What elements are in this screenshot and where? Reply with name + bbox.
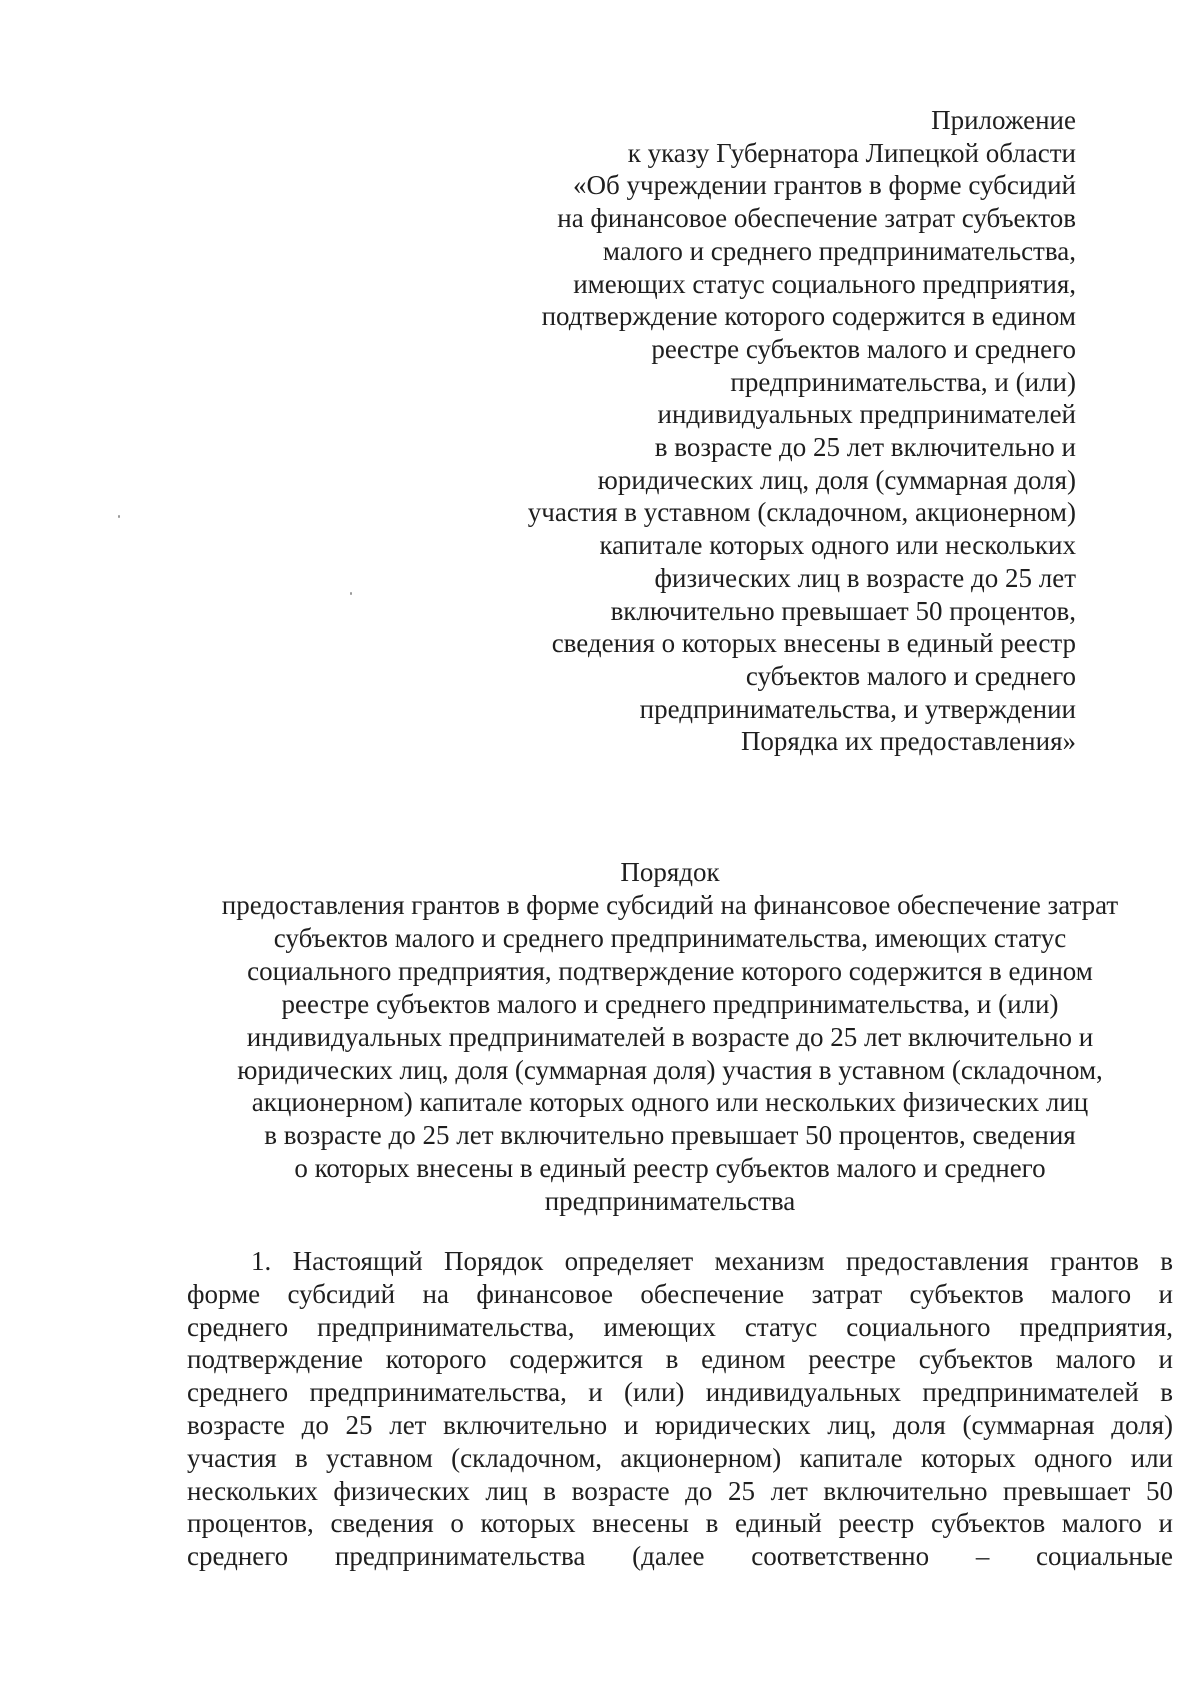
paragraph-line: процентов, сведения о которых внесены в единый реестр субъектов малого и bbox=[187, 1508, 1173, 1539]
appendix-line: сведения о которых внесены в единый реестр bbox=[551, 628, 1076, 659]
appendix-line: предпринимательства, и утверждении bbox=[639, 693, 1076, 724]
paragraph-line: среднего предпринимательства (далее соответственно – социальные bbox=[187, 1541, 1173, 1572]
subtitle-line: в возрасте до 25 лет включительно превышает 50 процентов, сведения bbox=[264, 1120, 1076, 1151]
subtitle-line: акционерном) капитале которых одного или нескольких физических лиц bbox=[251, 1087, 1089, 1118]
paragraph-line: среднего предпринимательства, и (или) индивидуальных предпринимателей в bbox=[187, 1377, 1173, 1408]
paragraph-line: форме субсидий на финансовое обеспечение затрат субъектов малого и bbox=[187, 1278, 1173, 1309]
scan-speck bbox=[350, 592, 352, 595]
appendix-line: предпринимательства, и (или) bbox=[730, 366, 1076, 397]
subtitle-line: предоставления грантов в форме субсидий на финансовое обеспечение затрат bbox=[221, 890, 1119, 920]
appendix-line: юридических лиц, доля (суммарная доля) bbox=[597, 464, 1076, 495]
appendix-line: малого и среднего предпринимательства, bbox=[602, 235, 1076, 266]
appendix-line: включительно превышает 50 процентов, bbox=[610, 595, 1076, 626]
paragraph-1 bbox=[187, 1245, 1173, 1573]
appendix-line: субъектов малого и среднего bbox=[745, 660, 1076, 691]
subtitle-line: юридических лиц, доля (суммарная доля) участия в уставном (складочном, bbox=[237, 1054, 1103, 1085]
subtitle-line: индивидуальных предпринимателей в возрасте до 25 лет включительно и bbox=[246, 1021, 1094, 1052]
paragraph-line: возрасте до 25 лет включительно и юридических лиц, доля (суммарная доля) bbox=[187, 1409, 1173, 1440]
appendix-line: подтверждение которого содержится в едином bbox=[541, 301, 1076, 332]
appendix-line: физических лиц в возрасте до 25 лет bbox=[654, 562, 1076, 593]
subtitle-line: о которых внесены в единый реестр субъектов малого и среднего bbox=[294, 1153, 1046, 1184]
subtitle-line: предпринимательства bbox=[544, 1186, 796, 1217]
paragraph-line: среднего предпринимательства, имеющих статус социального предприятия, bbox=[187, 1311, 1173, 1342]
appendix-line: в возрасте до 25 лет включительно и bbox=[654, 432, 1076, 463]
appendix-line: на финансовое обеспечение затрат субъектов bbox=[557, 203, 1076, 234]
subtitle-line: субъектов малого и среднего предпринимательства, имеющих статус bbox=[273, 922, 1067, 953]
order-title: Порядок bbox=[620, 857, 720, 887]
appendix-header bbox=[456, 104, 1076, 758]
paragraph-line: 1. Настоящий Порядок определяет механизм предоставления грантов в bbox=[251, 1246, 1173, 1276]
subtitle-line: социального предприятия, подтверждение которого содержится в едином bbox=[247, 955, 1093, 986]
appendix-line: реестре субъектов малого и среднего bbox=[651, 333, 1076, 364]
appendix-line: «Об учреждении грантов в форме субсидий bbox=[573, 170, 1076, 201]
appendix-line: индивидуальных предпринимателей bbox=[657, 399, 1076, 430]
scan-speck bbox=[118, 515, 120, 518]
paragraph-line: нескольких физических лиц в возрасте до 25 лет включительно превышает 50 bbox=[187, 1475, 1173, 1506]
appendix-line: Порядка их предоставления» bbox=[740, 726, 1076, 757]
appendix-line: Приложение bbox=[931, 105, 1076, 135]
appendix-line: капитале которых одного или нескольких bbox=[599, 530, 1076, 561]
appendix-line: имеющих статус социального предприятия, bbox=[573, 268, 1076, 299]
paragraph-line: подтверждение которого содержится в едином реестре субъектов малого и bbox=[187, 1344, 1173, 1375]
appendix-line: участия в уставном (складочном, акционерном) bbox=[527, 497, 1076, 528]
subtitle-line: реестре субъектов малого и среднего предпринимательства, и (или) bbox=[281, 988, 1059, 1019]
order-subtitle bbox=[170, 889, 1170, 1218]
appendix-line: к указу Губернатора Липецкой области bbox=[627, 137, 1076, 168]
paragraph-line: участия в уставном (складочном, акционерном) капитале которых одного или bbox=[187, 1442, 1173, 1473]
